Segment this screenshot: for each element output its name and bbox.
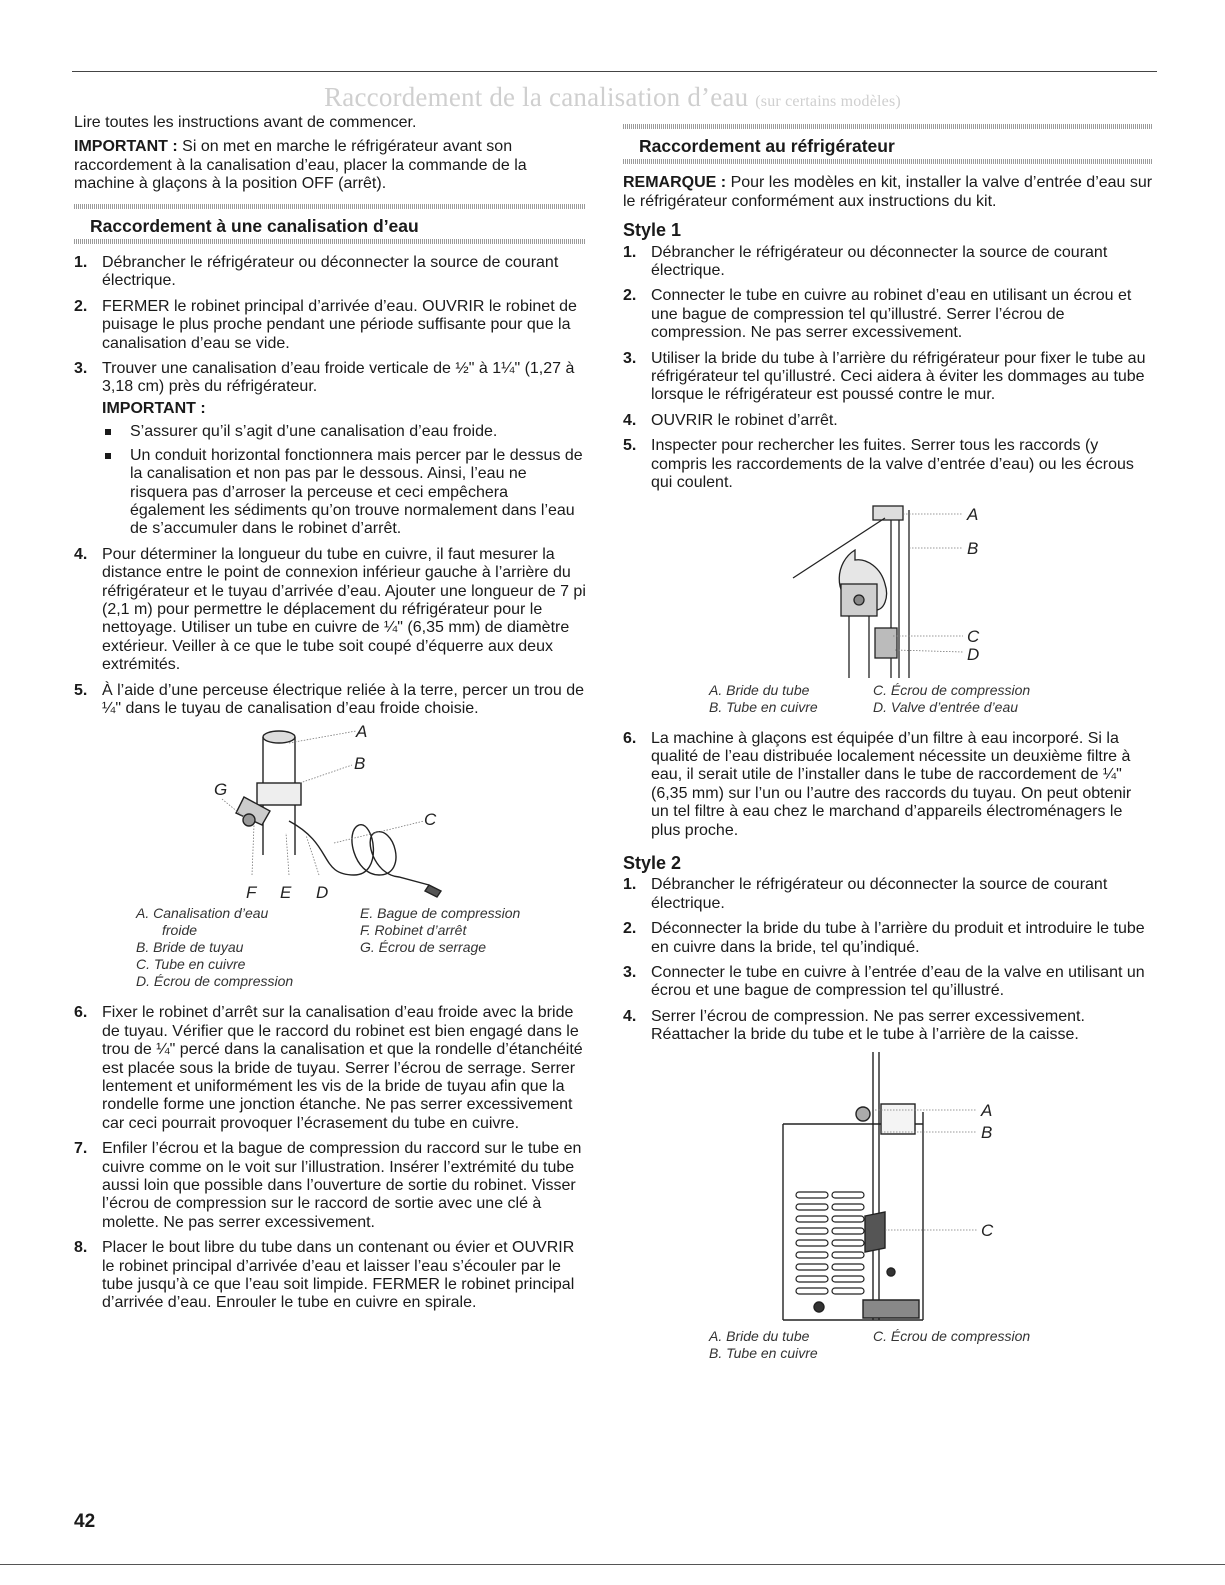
step-item xyxy=(74,360,586,539)
step-number: 1. xyxy=(74,254,88,272)
step-number: 3. xyxy=(623,349,637,367)
legend-item: B. Bride de tuyau xyxy=(136,939,244,956)
step-text: Débrancher le réfrigérateur ou déconnecter la source de courant électrique. xyxy=(102,254,559,290)
legend-item: D. Valve d’entrée d’eau xyxy=(873,698,1019,715)
fig1-label-c: C xyxy=(967,626,980,646)
legend-item: E. Bague de compression xyxy=(360,905,521,922)
step-text: Pour déterminer la longueur du tube en cuivre, il faut mesurer la distance entre le point de connexion inférieur gauche à l’arrière du réfrigérateur et le tuyau d’arrivée d’eau. Ajouter une longueur de 7 pi (2,1 m) pour permettre le déplacement du réfrigérateur pour le nettoyage. Utiliser un tube en cuivre de ¼" (6,35 mm) de diamètre extérieur. Veiller à ce que le tube soit coupé d’équerre aux deux extrémités. xyxy=(102,545,586,674)
step-number: 6. xyxy=(623,729,637,747)
step-item xyxy=(74,298,586,353)
step-item xyxy=(623,350,1153,405)
left-column xyxy=(74,114,586,1320)
style2-figure xyxy=(623,1052,1153,1324)
step-text: Débrancher le réfrigérateur ou déconnecter la source de courant électrique. xyxy=(651,243,1108,280)
intro-text: Lire toutes les instructions avant de commencer. xyxy=(74,114,417,131)
step-item xyxy=(623,412,1153,430)
step-text: Connecter le tube en cuivre à l’entrée d’eau de la valve en utilisant un écrou et une bague de compression tel qu’illustré. xyxy=(651,963,1145,1000)
legend-item: C. Écrou de compression xyxy=(873,1327,1031,1344)
style2-steps xyxy=(623,876,1153,1044)
top-rule xyxy=(72,71,1157,72)
bottom-rule xyxy=(0,1564,1225,1565)
step-number: 5. xyxy=(74,681,88,699)
legend-item: B. Tube en cuivre xyxy=(709,1344,818,1361)
step-text: À l’aide d’une perceuse électrique reliée à la terre, percer un trou de ¼" dans le tuyau de canalisation d’eau froide choisie. xyxy=(102,681,585,717)
legend-item: A. Bride du tube xyxy=(709,1327,810,1344)
shutoff-valve-figure xyxy=(74,725,586,905)
step-text: Déconnecter la bride du tube à l’arrière du produit et introduire le tube en cuivre dans la bride, tel qu’indiqué. xyxy=(651,920,1145,956)
style1-steps-a xyxy=(623,244,1153,493)
legend-item: A. Canalisation d’eau xyxy=(136,905,269,922)
step-text: Utiliser la bride du tube à l’arrière du réfrigérateur pour fixer le tube au réfrigérateur tel qu’illustré. Ceci aidera à éviter les dommages au tube lorsque le réfrigérateur est poussé contre le mur. xyxy=(651,349,1146,404)
important-label: IMPORTANT : xyxy=(74,138,178,156)
fig-label-a: A xyxy=(356,725,368,742)
legend-item: G. Écrou de serrage xyxy=(360,939,487,956)
step-item xyxy=(623,1008,1153,1045)
bullet-item: S’assurer qu’il s’agit d’une canalisation d’eau froide. xyxy=(102,423,586,441)
step-text: Fixer le robinet d’arrêt sur la canalisation d’eau froide avec la bride de tuyau. Vérifier que le raccord du robinet est bien engagé dans le trou de ¼" percé dans la canalisation et que la rondelle d’étanchéité est placée sous la bride de tuyau. Serrer l’écrou de serrage. Serrer lentement et uniformément les vis de la bride de tuyau afin que la rondelle forme une jonction étanche. Ne pas serrer excessivement car ceci pourrait provoquer l’écrasement du tube en cuivre. xyxy=(102,1004,583,1132)
step-number: 7. xyxy=(74,1140,88,1158)
step-number: 2. xyxy=(74,297,88,315)
step-item xyxy=(74,1140,586,1232)
step-item xyxy=(623,964,1153,1001)
fig2-label-b: B xyxy=(981,1122,993,1142)
kit-note xyxy=(623,174,1153,211)
step-item xyxy=(623,876,1153,913)
steps-list-a xyxy=(74,254,586,718)
fig1-label-a: A xyxy=(967,504,979,524)
step-item xyxy=(623,287,1153,342)
fig-label-b: B xyxy=(354,754,366,774)
step-text: Connecter le tube en cuivre au robinet d’eau en utilisant un écrou et une bague de compression tel qu’illustré. Serrer l’écrou de compression. Ne pas serrer excessivement. xyxy=(651,287,1132,342)
shutoff-valve-illustration xyxy=(74,725,586,905)
legend-item: C. Écrou de compression xyxy=(873,681,1031,698)
step-item xyxy=(74,254,586,291)
section-divider xyxy=(74,204,586,209)
step-number: 3. xyxy=(623,963,637,981)
important-text: Si on met en marche le réfrigérateur avant son raccordement à la canalisation d’eau, placer la commande de la machine à glaçons à la position OFF (arrêt). xyxy=(74,138,527,193)
step-text: Débrancher le réfrigérateur ou déconnecter la source de courant électrique. xyxy=(651,876,1108,912)
section-divider xyxy=(623,159,1153,164)
style2-title: Style 2 xyxy=(623,852,682,873)
step-number: 1. xyxy=(623,243,637,261)
step-number: 8. xyxy=(74,1239,88,1257)
page-title: Raccordement de la canalisation d’eau (sur certains modèles) xyxy=(324,82,901,112)
fig-label-e: E xyxy=(280,883,292,903)
legend-item: D. Écrou de compression xyxy=(136,973,294,990)
step-text: OUVRIR le robinet d’arrêt. xyxy=(651,411,838,429)
step-number: 5. xyxy=(623,437,637,455)
step-item xyxy=(623,730,1153,840)
step-item xyxy=(74,1239,586,1313)
fig2-label-c: C xyxy=(981,1220,994,1240)
tube-clamp-illustration xyxy=(623,1052,1153,1324)
step-text: Enfiler l’écrou et la bague de compression du raccord sur le tube en cuivre comme on le voit sur l’illustration. Insérer l’extrémité du tube aussi loin que possible dans l’ouverture de sortie du robinet. Visser l’écrou de compression sur le raccord de sortie avec une clé à molette. Ne pas serrer excessivement. xyxy=(102,1140,582,1231)
step-number: 2. xyxy=(623,920,637,938)
fig2-label-a: A xyxy=(981,1100,993,1120)
shutoff-valve-legend xyxy=(136,905,586,990)
section-divider xyxy=(623,124,1153,129)
style2-legend xyxy=(709,1328,1153,1362)
fig-label-c: C xyxy=(424,810,437,830)
legend-item: C. Tube en cuivre xyxy=(136,956,246,973)
step-number: 6. xyxy=(74,1004,88,1022)
bullet-item: Un conduit horizontal fonctionnera mais percer par le dessus de la canalisation et non pas par le dessous. Ainsi, l’eau ne risquera pas d’arroser la perceuse et ceci empêchera également les sédiments qu’on trouve normalement dans l’eau de s’accumuler dans le robinet d’arrêt. xyxy=(102,447,586,539)
page-subtitle: (sur certains modèles) xyxy=(755,93,901,110)
fig-label-f: F xyxy=(246,883,257,903)
step-item xyxy=(623,244,1153,281)
step-number: 3. xyxy=(74,360,88,378)
section-title-refrigerateur: Raccordement au réfrigérateur xyxy=(639,136,895,156)
legend-item: A. Bride du tube xyxy=(709,681,810,698)
step3-important-label: IMPORTANT : xyxy=(102,399,206,417)
fig-label-g: G xyxy=(214,780,228,800)
note-label: REMARQUE : xyxy=(623,174,727,192)
step-text: La machine à glaçons est équipée d’un filtre à eau incorporé. Si la qualité de l’eau distribuée localement nécessite un deuxième filtre à eau, il serait utile de l’installer dans le tube de raccordement de ¼" (6,35 mm) sur l’un ou l’autre des raccords du tuyau. On peut obtenir un tel filtre à eau chez le marchand d’appareils électroménagers le plus proche. xyxy=(651,729,1132,839)
step-number: 4. xyxy=(623,1007,637,1025)
step-item xyxy=(74,1004,586,1133)
style1-figure xyxy=(623,500,1153,678)
note-text: Pour les modèles en kit, installer la valve d’entrée d’eau sur le réfrigérateur conformément aux instructions du kit. xyxy=(623,174,1153,210)
legend-item: froide xyxy=(162,922,198,939)
fig1-label-d: D xyxy=(967,644,980,664)
page-number: 42 xyxy=(74,1511,96,1532)
step-number: 1. xyxy=(623,876,637,894)
section-divider xyxy=(74,239,586,244)
step-text: Trouver une canalisation d’eau froide verticale de ½" à 1¼" (1,27 à 3,18 cm) près du réfrigérateur. xyxy=(102,360,575,396)
style1-steps-b xyxy=(623,730,1153,840)
step-item xyxy=(74,546,586,675)
important-note xyxy=(74,138,586,193)
right-column xyxy=(623,114,1153,1362)
fig1-label-b: B xyxy=(967,538,979,558)
legend-item: B. Tube en cuivre xyxy=(709,698,818,715)
step-number: 4. xyxy=(623,411,637,429)
step-text: Serrer l’écrou de compression. Ne pas serrer excessivement. Réattacher la bride du tube et le tube à l’arrière de la caisse. xyxy=(651,1007,1085,1044)
water-valve-illustration xyxy=(623,500,1153,678)
step-item xyxy=(623,437,1153,492)
section-title-canalisation: Raccordement à une canalisation d’eau xyxy=(90,215,419,236)
bullet-list xyxy=(102,423,586,538)
step-text: Placer le bout libre du tube dans un contenant ou évier et OUVRIR le robinet principal d’arrivée d’eau et laisser l’eau s’écouler par le tube jusqu’à ce que l’eau soit limpide. FERMER le robinet principal d’arrivée d’eau. Enrouler le tube en cuivre en spirale. xyxy=(102,1239,575,1312)
steps-list-c xyxy=(74,1004,586,1313)
fig-label-d: D xyxy=(316,883,329,903)
step-number: 2. xyxy=(623,287,637,305)
step-item xyxy=(74,682,586,719)
style1-title: Style 1 xyxy=(623,220,682,241)
step-text: FERMER le robinet principal d’arrivée d’eau. OUVRIR le robinet de puisage le plus proche pendant une période suffisante pour que la canalisation d’eau se vide. xyxy=(102,297,577,352)
step-text: Inspecter pour rechercher les fuites. Serrer tous les raccords (y compris les raccordements de la valve d’entrée d’eau) ou les écrous qui coulent. xyxy=(651,437,1134,492)
step-item xyxy=(623,920,1153,957)
style1-legend xyxy=(709,682,1153,716)
step-number: 4. xyxy=(74,545,88,563)
legend-item: F. Robinet d’arrêt xyxy=(360,922,467,939)
